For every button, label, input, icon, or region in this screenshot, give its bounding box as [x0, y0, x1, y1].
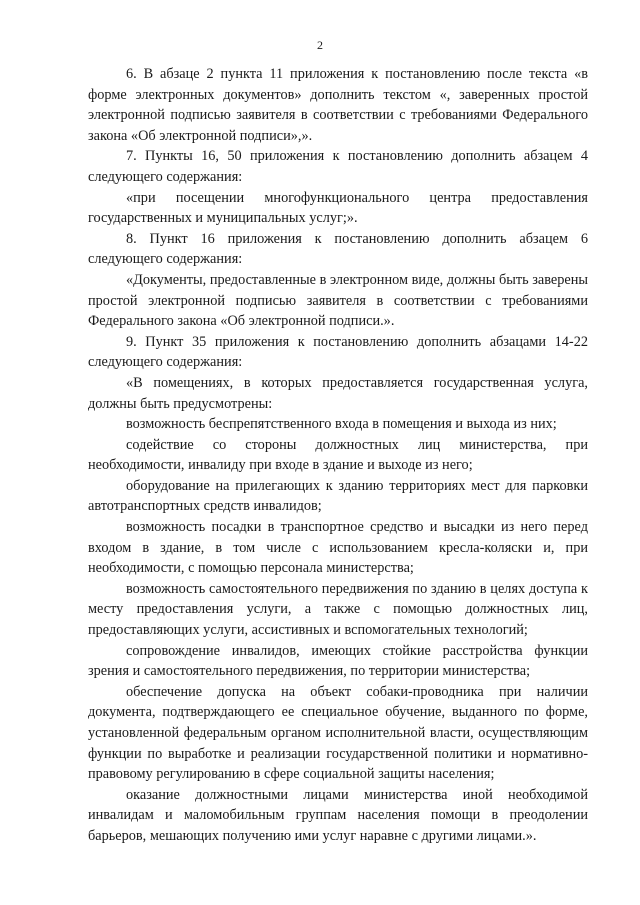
paragraph-item-8-quote: «Документы, предоставленные в электронном виде, должны быть заверены простой электронной подписью заявителя в соответствии с требованиями Федерального закона «Об электронной подписи.».	[88, 271, 588, 330]
paragraph-item-9: 9. Пункт 35 приложения к постановлению дополнить абзацами 14-22 следующего содержания:	[88, 333, 588, 371]
document-body	[88, 64, 588, 847]
paragraph-item-7-quote: «при посещении многофункционального центра предоставления государственных и муниципальных услуг;».	[88, 189, 588, 227]
paragraph-item-8: 8. Пункт 16 приложения к постановлению дополнить абзацем 6 следующего содержания:	[88, 230, 588, 268]
page-number: 2	[317, 38, 323, 52]
list-item-other-help: оказание должностными лицами министерства иной необходимой инвалидам и маломобильным группам населения помощи в преодолении барьеров, мешающих получению ими услуг наравне с другими лицами.».	[88, 786, 588, 844]
list-item-entrance: возможность беспрепятственного входа в помещения и выхода из них;	[126, 416, 557, 433]
list-item-assistance: содействие со стороны должностных лиц министерства, при необходимости, инвалиду при входе в здание и выходе из него;	[88, 436, 588, 474]
list-item-parking: оборудование на прилегающих к зданию территориях мест для парковки автотранспортных средств инвалидов;	[88, 477, 588, 515]
paragraph-item-7: 7. Пункты 16, 50 приложения к постановлению дополнить абзацем 4 следующего содержания:	[88, 148, 588, 185]
list-item-escort: сопровождение инвалидов, имеющих стойкие расстройства функции зрения и самостоятельного передвижения, по территории министерства;	[88, 642, 588, 680]
list-item-guide-dog: обеспечение допуска на объект собаки-проводника при наличии документа, подтверждающего ее специальное обучение, выданного по форме, установленной федеральным органом исполнительной власти, осуществляющим функции по выработке и реализации государственной политики и нормативно-правовому регулированию в сфере социальной защиты населения;	[88, 683, 588, 783]
paragraph-item-6: 6. В абзаце 2 пункта 11 приложения к постановлению после текста «в форме электронных документов» дополнить текстом «, заверенных простой электронной подписью заявителя в соответствии с требованиями Федерального закона «Об электронной подписи»,».	[88, 66, 588, 144]
list-item-movement: возможность самостоятельного передвижения по зданию в целях доступа к месту предоставления услуги, а также с помощью должностных лиц, предоставляющих услуги, ассистивных и вспомогательных технологий;	[88, 580, 588, 639]
paragraph-item-9-quote-intro: «В помещениях, в которых предоставляется государственная услуга, должны быть предусмотрены:	[88, 374, 588, 412]
list-item-transport: возможность посадки в транспортное средство и высадки из него перед входом в здание, в том числе с использованием кресла-коляски и, при необходимости, с помощью персонала министерства;	[88, 519, 588, 577]
